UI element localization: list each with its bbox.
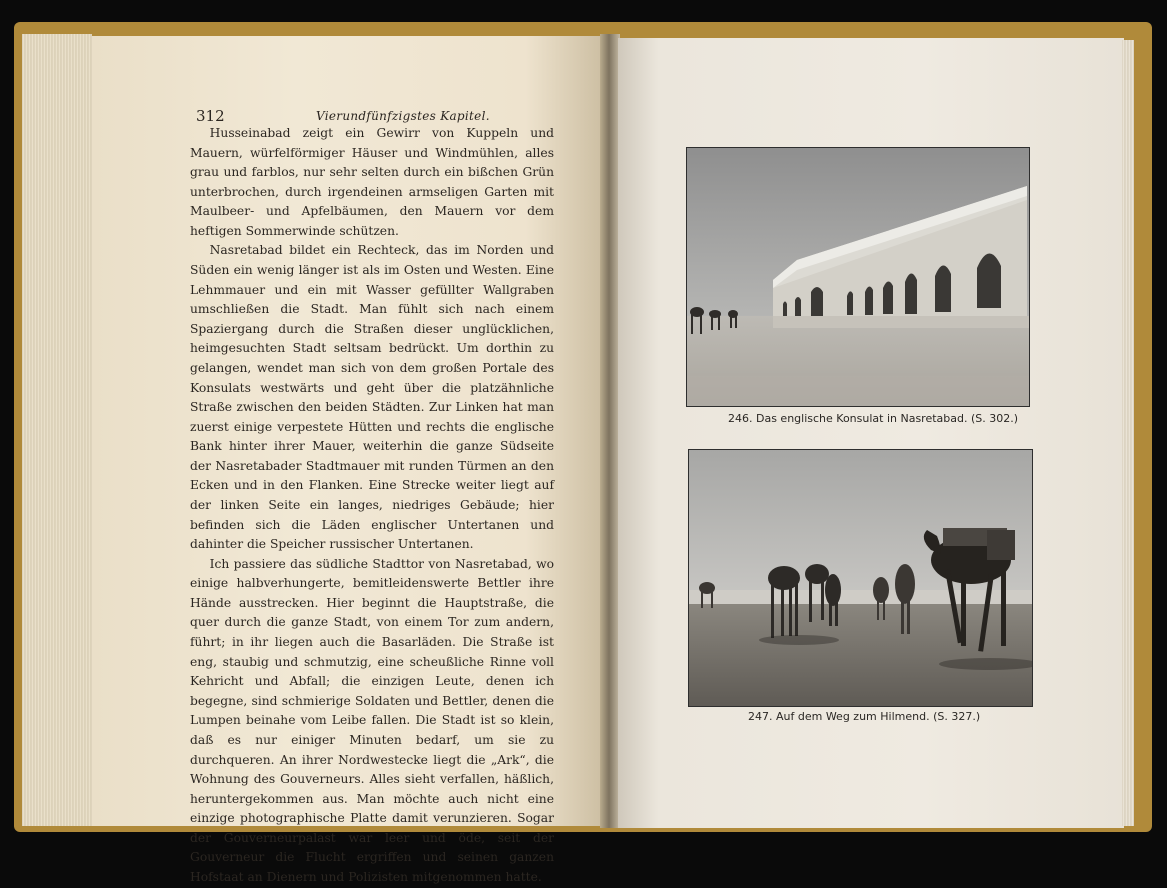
paragraph-2: Nasretabad bildet ein Rechteck, das im Norden und Süden ein wenig länger ist als im Osten und Westen. Eine Lehmmauer und ein mit Wasser gefüllter Wallgraben umschließen die Stadt. Man fühlt sich nach einem Spaziergang durch die Straßen dieser unglücklichen, heimgesuchten Stadt seltsam bedrückt. Um dorthin zu gelangen, wendet man sich von dem großen Portale des Konsulats westwärts und geht über die platzähnliche Straße zwischen den beiden Städten. Zur Linken hat man zuerst einige verpestete Hütten und rechts die englische Bank hinter ihrer Mauer, weiterhin die ganze Südseite der Nasretabader Stadtmauer mit runden Türmen an den Ecken und in den Flanken. Eine Strecke weiter liegt auf der linken Seite ein langes, niedriges Gebäude; hier befinden sich die Läden englischer Untertanen und dahinter die Speicher russischer Untertanen. (190, 243, 554, 552)
photo-consulate (686, 147, 1030, 407)
page-edges-right (1122, 40, 1134, 826)
chapter-title: Vierundfünfzigstes Kapitel. (316, 109, 490, 123)
paragraph-3: Ich passiere das südliche Stadttor von Nasretabad, wo einige halbverhungerte, bemitleidenswerte Bettler ihre Hände ausstrecken. Hier beginnt die Hauptstraße, die quer durch die ganze Stadt, von einem Tor zum andern, führt; in ihr liegen auch die Basarläden. Die Straße ist eng, staubig und schmutzig, eine scheußliche Rinne voll Kehricht und Abfall; die einzigen Leute, denen ich begegne, sind schmierige Soldaten und Bettler, denen die Lumpen beinahe vom Leibe fallen. Die Stadt ist so klein, daß es nur einiger Minuten bedarf, um sie zu durchqueren. An ihrer Nordwestecke liegt die „Ark“, die Wohnung des Gouverneurs. Alles sieht verfallen, häßlich, heruntergekommen aus. Man möchte auch nicht eine einzige photographische Platte damit verunzieren. Sogar der Gouverneurpalast war leer und öde, seit der Gouverneur die Flucht ergriffen und seinen ganzen Hofstaat an Dienern und Polizisten mitgenommen hatte. (190, 556, 554, 884)
photo-camels (688, 449, 1033, 707)
body-text (190, 124, 554, 888)
figure-caption-247: 247. Auf dem Weg zum Hilmend. (S. 327.) (748, 710, 981, 723)
paragraph-1: Husseinabad zeigt ein Gewirr von Kuppeln und Mauern, würfelförmiger Häuser und Windmühlen, alles grau und farblos, nur sehr selten durch ein bißchen Grün unterbrochen, durch irgendeinen armseligen Garten mit Maulbeer- und Apfelbäumen, den Mauern vor dem heftigen Sommerwinde schützen. (190, 126, 554, 238)
figure-caption-246: 246. Das englische Konsulat in Nasretabad. (S. 302.) (728, 412, 1019, 425)
page-edges-left (22, 34, 92, 826)
book-gutter (600, 34, 620, 828)
page-number: 312 (196, 107, 225, 125)
